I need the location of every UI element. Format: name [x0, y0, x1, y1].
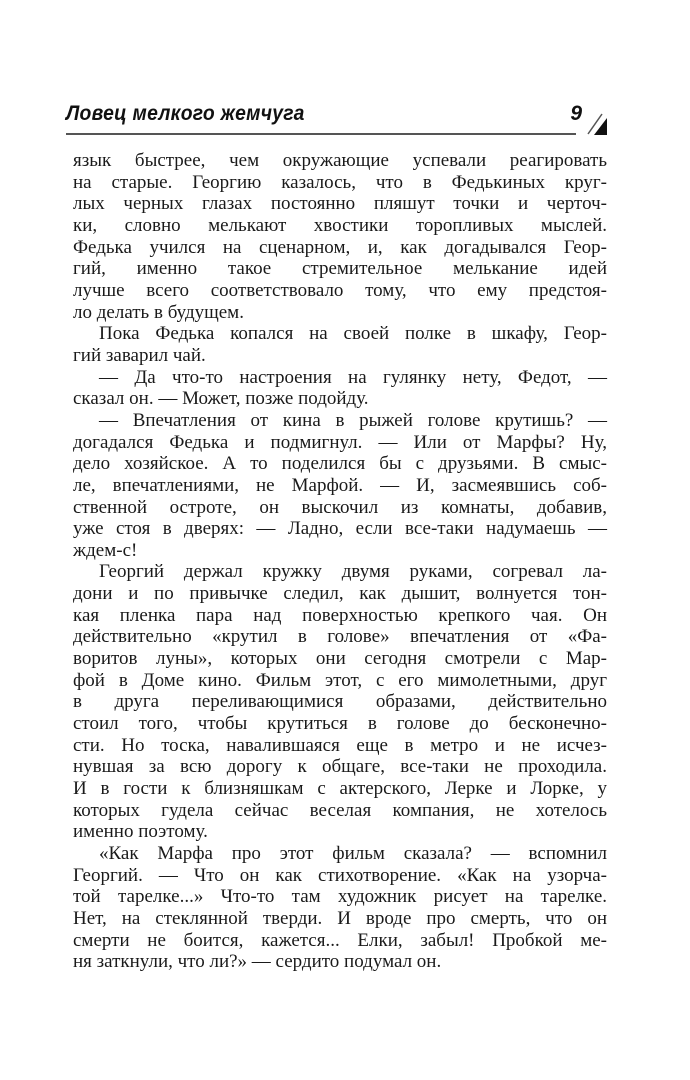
text-line: язык быстрее, чем окружающие успевали реагировать — [73, 150, 607, 171]
text-line: фой в Доме кино. Фильм этот, с его мимолетными, друг — [73, 669, 607, 691]
text-line: — Впечатления от кина в рыжей голове крутишь? — — [99, 409, 607, 431]
text-line: воритов луны», которых они сегодня смотрели с Мар- — [73, 648, 607, 670]
text-line: нувшая за всю дорогу к общаге, все-таки не проходила. — [73, 756, 607, 778]
body-text — [73, 150, 607, 973]
text-line: «Как Марфа про этот фильм сказала? — вспомнил — [99, 843, 607, 864]
text-line: Георгий. — Что он как стихотворение. «Как на узорча- — [73, 864, 607, 886]
paragraph — [73, 410, 607, 562]
text-line: которых гудела сейчас веселая компания, не хотелось — [73, 799, 607, 821]
running-title: Ловец мелкого жемчуга — [66, 102, 305, 125]
text-line: ло делать в будущем. — [73, 301, 244, 323]
text-line: ня заткнули, что ли?» — сердито подумал он. — [73, 951, 442, 973]
text-line: действительно «крутил в голове» впечатления от «Фа- — [73, 626, 607, 648]
text-line: Федька учился на сценарном, и, как догадывался Геор- — [73, 236, 607, 258]
text-line: ки, словно мелькают хвостики торопливых мыслей. — [73, 214, 607, 236]
text-line: И в гости к близняшкам с актерского, Лерке и Лорке, у — [73, 778, 607, 800]
text-line: смерти не боится, кажется... Елки, забыл! Пробкой ме- — [73, 929, 607, 951]
text-line: той тарелке...» Что-то там художник рисует на тарелке. — [73, 886, 607, 908]
text-line: кая пленка пара над поверхностью крепкого чая. Он — [73, 604, 607, 626]
text-line: лучше всего соответствовало тому, что ему предстоя- — [73, 279, 607, 301]
paragraph — [73, 323, 607, 366]
text-line: дони и по привычке следил, как дышит, волнуется тон- — [73, 583, 607, 605]
text-line: дело хозяйское. А то поделился бы с друзьями. В смыс- — [73, 453, 607, 475]
text-line: Пока Федька копался на своей полке в шкафу, Геор- — [99, 323, 607, 345]
text-line: ственной остроте, он выскочил из комнаты, добавив, — [73, 496, 607, 518]
header-rule — [66, 133, 576, 135]
text-line: на старые. Георгию казалось, что в Федькиных круг- — [73, 171, 607, 193]
text-line: сти. Но тоска, навалившаяся еще в метро и не исчез- — [73, 734, 607, 756]
text-line: ждем-с! — [73, 539, 138, 561]
running-header — [66, 100, 602, 134]
text-line: гий заварил чай. — [73, 344, 206, 366]
text-line: именно поэтому. — [73, 821, 208, 843]
page-number: 9 — [570, 102, 582, 125]
paragraph — [73, 843, 607, 973]
corner-triangle-icon — [586, 112, 608, 136]
text-line: Георгий держал кружку двумя руками, согревал ла- — [99, 561, 607, 583]
text-line: стоил того, чтобы крутиться в голове до бесконечно- — [73, 713, 607, 735]
text-line: в друга переливающимися образами, действительно — [73, 691, 607, 713]
text-line: догадался Федька и подмигнул. — Или от Марфы? Ну, — [73, 431, 607, 453]
paragraph — [73, 561, 607, 843]
paragraph — [73, 150, 607, 323]
text-line: ле, впечатлениями, не Марфой. — И, засмеявшись соб- — [73, 474, 607, 496]
text-line: сказал он. — Может, позже подойду. — [73, 388, 369, 410]
paragraph — [73, 367, 607, 410]
text-line: Нет, на стеклянной тверди. И вроде про смерть, что он — [73, 907, 607, 929]
text-line: уже стоя в дверях: — Ладно, если все-таки надумаешь — — [73, 518, 607, 540]
text-line: гий, именно такое стремительное мелькание идей — [73, 258, 607, 280]
text-line: — Да что-то настроения на гулянку нету, Федот, — — [99, 366, 607, 388]
text-line: лых черных глазах постоянно пляшут точки и черточ- — [73, 193, 607, 215]
